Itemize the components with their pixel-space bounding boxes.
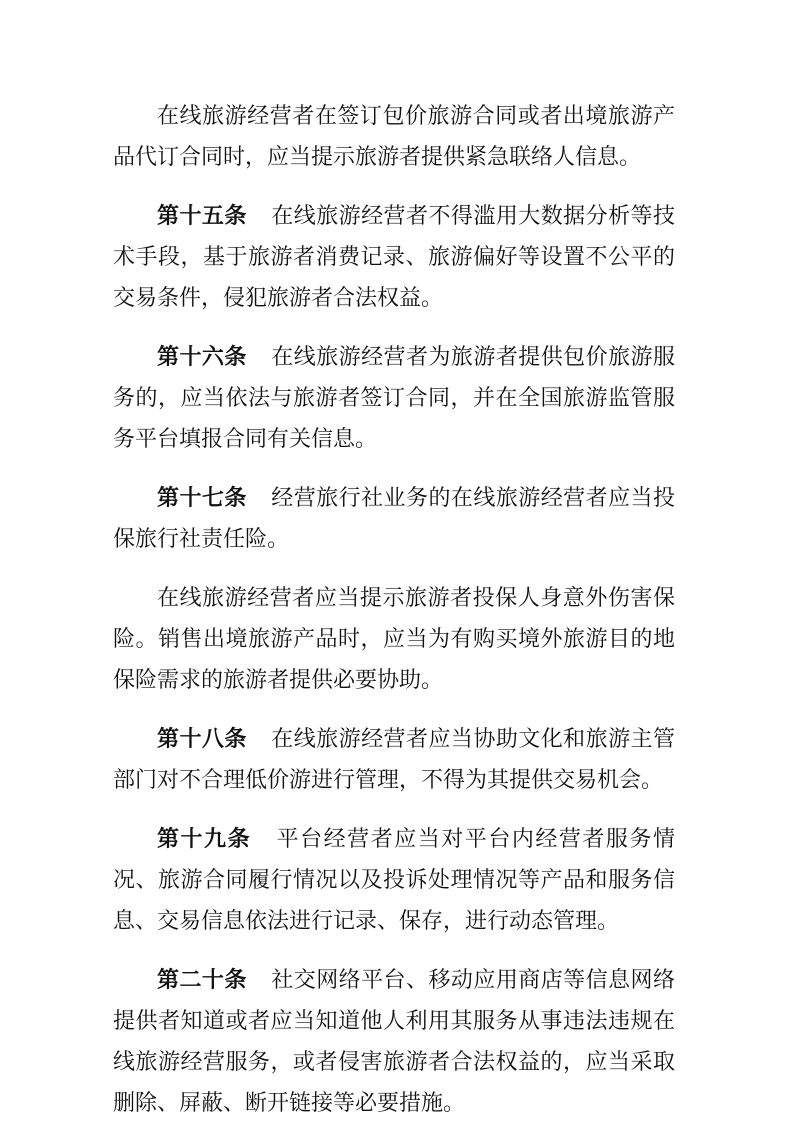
paragraph-accident-insurance	[113, 578, 675, 701]
article-18	[113, 719, 675, 801]
article-title: 第十九条	[157, 827, 252, 852]
article-title: 第十五条	[157, 204, 247, 229]
paragraph-text: 在线旅游经营者在签订包价旅游合同或者出境旅游产品代订合同时，应当提示旅游者提供紧急联络人信息。	[113, 104, 675, 170]
document-page	[113, 96, 675, 1142]
article-text: 在线旅游经营者应当协助文化和旅游主管部门对不合理低价游进行管理，不得为其提供交易机会。	[113, 727, 675, 793]
article-19	[113, 819, 675, 942]
article-title: 第十八条	[157, 727, 247, 752]
article-20	[113, 960, 675, 1124]
article-title: 第十七条	[157, 486, 247, 511]
article-15	[113, 196, 675, 319]
article-text: 在线旅游经营者不得滥用大数据分析等技术手段，基于旅游者消费记录、旅游偏好等设置不公平的交易条件，侵犯旅游者合法权益。	[113, 204, 675, 311]
article-text: 社交网络平台、移动应用商店等信息网络提供者知道或者应当知道他人利用其服务从事违法违规在线旅游经营服务，或者侵害旅游者合法权益的，应当采取删除、屏蔽、断开链接等必要措施。	[113, 968, 675, 1116]
article-title: 第二十条	[157, 968, 247, 993]
paragraph-text: 在线旅游经营者应当提示旅游者投保人身意外伤害保险。销售出境旅游产品时，应当为有购买境外旅游目的地保险需求的旅游者提供必要协助。	[113, 586, 675, 693]
article-text: 经营旅行社业务的在线旅游经营者应当投保旅行社责任险。	[113, 486, 675, 552]
article-title: 第十六条	[157, 345, 247, 370]
article-text: 平台经营者应当对平台内经营者服务情况、旅游合同履行情况以及投诉处理情况等产品和服务信息、交易信息依法进行记录、保存，进行动态管理。	[113, 827, 675, 934]
article-17	[113, 478, 675, 560]
paragraph-emergency-contact	[113, 96, 675, 178]
article-text: 在线旅游经营者为旅游者提供包价旅游服务的，应当依法与旅游者签订合同，并在全国旅游监管服务平台填报合同有关信息。	[113, 345, 675, 452]
article-16	[113, 337, 675, 460]
